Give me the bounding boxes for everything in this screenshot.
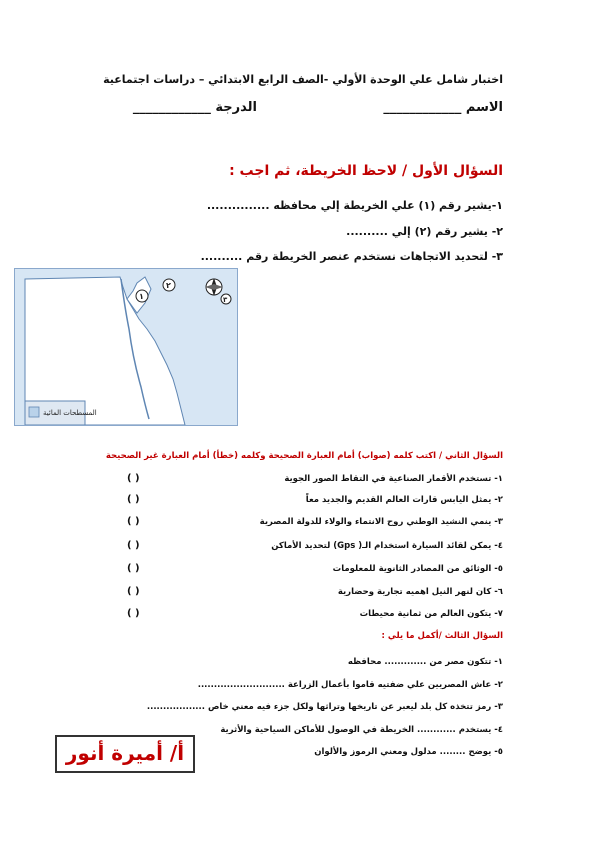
student-name-field: الاسم ____________: [383, 100, 503, 115]
q2-item-4: ٤- يمكن لقائد السيارة استخدام الـ( Gps) لتحديد الأماكن: [271, 541, 503, 551]
map-graphic: [15, 269, 237, 425]
q3-item-4: ٤- يستخدم ............ الخريطة في الوصول للأماكن السياحية والأثرية: [220, 725, 503, 735]
q1-title: السؤال الأول / لاحظ الخريطة، ثم اجب :: [229, 163, 503, 179]
q1-item-2: ٢- يشير رقم (٢) إلي ..........: [346, 225, 503, 238]
q2-item-2: ٢- يمثل اليابس قارات العالم القديم والجديد معاً: [305, 495, 503, 505]
q2-answer-6[interactable]: ( ): [127, 586, 140, 597]
q1-item-3: ٣- لتحديد الاتجاهات نستخدم عنصر الخريطة رقم ..........: [200, 250, 503, 263]
q2-item-5: ٥- الوثائق من المصادر الثانوية للمعلومات: [332, 564, 503, 574]
exam-title: اختبار شامل علي الوحدة الأولي -الصف الرابع الابتدائي – دراسات اجتماعية: [103, 73, 503, 86]
teacher-name: أ/ أميرة أنور: [65, 741, 185, 765]
q2-answer-2[interactable]: ( ): [127, 494, 140, 505]
q2-answer-3[interactable]: ( ): [127, 516, 140, 527]
q2-answer-5[interactable]: ( ): [127, 563, 140, 574]
q3-item-5: ٥- يوضح ........ مدلول ومعني الرموز والألوان: [314, 747, 503, 757]
map-legend-text: المسطحات المائية: [43, 409, 97, 417]
egypt-map: [14, 268, 238, 426]
q2-answer-1[interactable]: ( ): [127, 473, 140, 484]
q2-title: السؤال الثاني / اكتب كلمه (صواب) أمام العبارة الصحيحة وكلمه (خطأ) أمام العبارة غير الصحيحة: [105, 451, 503, 461]
q2-answer-7[interactable]: ( ): [127, 608, 140, 619]
q3-item-1: ١- تتكون مصر من ............. محافظه: [347, 657, 503, 667]
q2-item-3: ٣- ينمي النشيد الوطني روح الانتماء والولاء للدولة المصرية: [259, 517, 503, 527]
map-label-1: ١: [139, 292, 144, 301]
q2-item-6: ٦- كان لنهر النيل اهميه تجارية وحضارية: [337, 587, 503, 597]
teacher-signature: [55, 735, 195, 773]
q3-item-2: ٢- عاش المصريين علي ضفتيه قاموا بأعمال الزراعة ...........................: [197, 680, 503, 690]
q3-title: السؤال الثالث /أكمل ما يلي :: [381, 631, 503, 641]
q2-item-1: ١- تستخدم الأقمار الصناعية في التقاط الصور الجوية: [284, 474, 503, 484]
map-label-2: ٢: [166, 281, 171, 290]
q1-item-1: ١-يشير رقم (١) علي الخريطة إلي محافظه ...............: [206, 199, 503, 212]
q3-item-3: ٣- رمز تتخذه كل بلد ليعبر عن تاريخها وتراثها ولكل جزء فيه معني خاص ..................: [146, 702, 503, 712]
map-label-3: ٣: [223, 296, 228, 304]
grade-field: الدرجة ____________: [132, 100, 257, 115]
q2-item-7: ٧- يتكون العالم من ثمانية محيطات: [359, 609, 503, 619]
q2-answer-4[interactable]: ( ): [127, 540, 140, 551]
